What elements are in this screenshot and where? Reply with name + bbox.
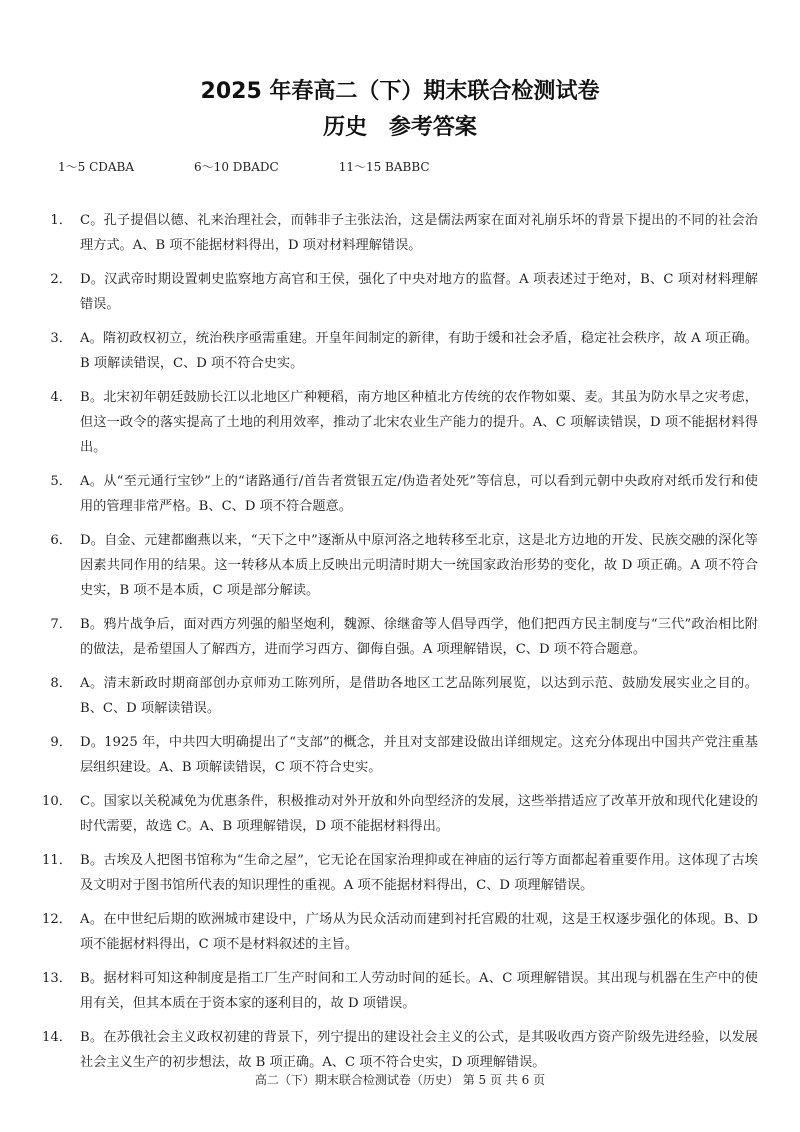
item-text: D。自金、元建都幽燕以来，“天下之中”逐渐从中原河洛之地转移至北京，这是北方边地的开发、民族交融的深化等因素共同作用的结果。这一转移从本质上反映出元明清时期大一统国家政治形势的变化，故 D 项正确。A 项不符合史实，B 项不是本质，C 项是部分解读。 <box>80 533 758 598</box>
answer-item <box>40 528 758 603</box>
item-text: B。鸦片战争后，面对西方列强的船坚炮利，魏源、徐继畲等人倡导西学，他们把西方民主制度与“三代”政治相比附的做法，是希望国人了解西方，进而学习西方、御侮自强。A 项理解错误，C、D 项不符合题意。 <box>80 617 758 657</box>
answer-item <box>40 1025 758 1075</box>
item-number: 4． <box>50 390 72 405</box>
answer-item <box>40 671 758 721</box>
item-number: 13． <box>42 971 72 986</box>
item-text: B。北宋初年朝廷鼓励长江以北地区广种粳稻，南方地区种植北方传统的农作物如粟、麦。其虽为防水旱之灾考虑，但这一政令的落实提高了土地的利用效率，推动了北宋农业生产能力的提升。A、C 项解读错误，D 项不能据材料得出。 <box>80 390 758 455</box>
answer-item <box>40 385 758 460</box>
item-text: B。在苏俄社会主义政权初建的背景下，列宁提出的建设社会主义的公式，是其吸收西方资产阶级先进经验，以发展社会主义生产的初步想法，故 B 项正确。A、C 项不符合史实，D 项理解错误。 <box>80 1030 758 1070</box>
answer-item <box>40 789 758 839</box>
item-text: A。隋初政权初立，统治秩序亟需重建。开皇年间制定的新律，有助于缓和社会矛盾，稳定社会秩序，故 A 项正确。B 项解读错误，C、D 项不符合史实。 <box>80 331 758 371</box>
exam-subtitle: 历史 参考答案 <box>323 115 477 140</box>
page-footer: 高二（下）期末联合检测试卷（历史） 第 5 页 共 6 页 <box>254 1073 546 1087</box>
answer-item <box>40 966 758 1016</box>
answer-item <box>40 612 758 662</box>
answer-item <box>40 267 758 317</box>
item-number: 10． <box>42 794 72 809</box>
answer-item <box>40 730 758 780</box>
item-number: 11． <box>42 853 72 868</box>
item-number: 1． <box>50 213 72 228</box>
exam-title: 2025 年春高二（下）期末联合检测试卷 <box>200 79 600 104</box>
item-text: B。古埃及人把图书馆称为“生命之屋”，它无论在国家治理抑或在神庙的运行等方面都起着重要作用。这体现了古埃及文明对于图书馆所代表的知识理性的重视。A 项不能据材料得出，C、D 项理解错误。 <box>80 853 758 893</box>
item-number: 9． <box>50 735 72 750</box>
answer-item <box>40 326 758 376</box>
answer-item <box>40 469 758 519</box>
item-number: 8． <box>50 676 72 691</box>
item-text: D。汉武帝时期设置刺史监察地方高官和王侯，强化了中央对地方的监督。A 项表述过于绝对，B、C 项对材料理解错误。 <box>80 272 758 312</box>
item-text: B。据材料可知这种制度是指工厂生产时间和工人劳动时间的延长。A、C 项理解错误。其出现与机器在生产中的使用有关，但其本质在于资本家的逐利目的，故 D 项错误。 <box>80 971 758 1011</box>
item-text: D。1925 年，中共四大明确提出了“支部”的概念，并且对支部建设做出详细规定。这充分体现出中国共产党注重基层组织建设。A、B 项解读错误，C 项不符合史实。 <box>80 735 758 775</box>
item-text: A。在中世纪后期的欧洲城市建设中，广场从为民众活动而建到衬托宫殿的壮观，这是王权逐步强化的体现。B、D 项不能据材料得出，C 项不是材料叙述的主旨。 <box>80 912 758 952</box>
item-number: 2． <box>50 272 72 287</box>
answer-key-11-15: 11～15 BABBC <box>338 160 430 174</box>
item-text: A。清末新政时期商部创办京师劝工陈列所，是借助各地区工艺品陈列展览，以达到示范、鼓励发展实业之目的。B、C、D 项解读错误。 <box>80 676 758 716</box>
answer-item <box>40 907 758 957</box>
answer-key-row <box>58 158 490 175</box>
answer-explanations <box>40 208 758 1084</box>
item-number: 7． <box>50 617 72 632</box>
item-number: 14． <box>42 1030 72 1045</box>
item-text: C。孔子提倡以德、礼来治理社会，而韩非子主张法治，这是儒法两家在面对礼崩乐坏的背景下提出的不同的社会治理方式。A、B 项不能据材料得出，D 项对材料理解错误。 <box>80 213 758 253</box>
item-number: 6． <box>50 533 72 548</box>
item-text: A。从“至元通行宝钞”上的“诸路通行/首告者赏银五定/伪造者处死”等信息，可以看到元朝中央政府对纸币发行和使用的管理非常严格。B、C、D 项不符合题意。 <box>80 474 758 514</box>
item-text: C。国家以关税减免为优惠条件，积极推动对外开放和外向型经济的发展，这些举措适应了改革开放和现代化建设的时代需要，故选 C。A、B 项理解错误，D 项不能据材料得出。 <box>80 794 758 834</box>
answer-key-6-10: 6～10 DBADC <box>194 160 279 174</box>
item-number: 3． <box>50 331 72 346</box>
item-number: 12． <box>42 912 72 927</box>
item-number: 5． <box>50 474 72 489</box>
answer-key-1-5: 1～5 CDABA <box>58 160 135 174</box>
answer-item <box>40 208 758 258</box>
answer-item <box>40 848 758 898</box>
